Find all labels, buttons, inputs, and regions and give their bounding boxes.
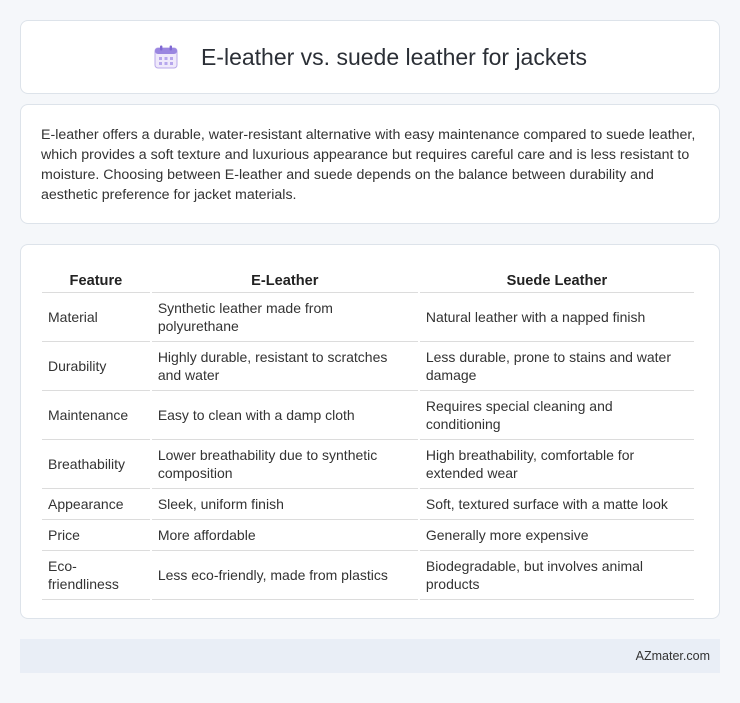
footer-site-link[interactable]: AZmater.com bbox=[635, 649, 710, 663]
table-row bbox=[42, 520, 694, 551]
table-row bbox=[42, 293, 694, 342]
table-header-row bbox=[42, 265, 694, 293]
row-feature: Eco-friendliness bbox=[42, 551, 150, 600]
row-e-leather: Lower breathability due to synthetic composition bbox=[152, 440, 418, 489]
row-feature: Maintenance bbox=[42, 391, 150, 440]
row-e-leather: Sleek, uniform finish bbox=[152, 489, 418, 520]
row-e-leather: Less eco-friendly, made from plastics bbox=[152, 551, 418, 600]
intro-card bbox=[20, 104, 720, 224]
title-card bbox=[20, 20, 720, 94]
row-feature: Appearance bbox=[42, 489, 150, 520]
page-title: E-leather vs. suede leather for jackets bbox=[200, 43, 588, 70]
row-suede: Less durable, prone to stains and water damage bbox=[420, 342, 694, 391]
row-suede: Soft, textured surface with a matte look bbox=[420, 489, 694, 520]
intro-text: E-leather offers a durable, water-resistant alternative with easy maintenance compared to suede leather, which provides a soft texture and luxurious appearance but requires careful care and is less resistant to moisture. Choosing between E-leather and suede depends on the balance between durability and aesthetic preference for jacket materials. bbox=[41, 127, 696, 203]
table-row bbox=[42, 551, 694, 600]
row-e-leather: Easy to clean with a damp cloth bbox=[152, 391, 418, 440]
row-suede: High breathability, comfortable for extended wear bbox=[420, 440, 694, 489]
header-e-leather: E-Leather bbox=[152, 265, 418, 293]
calendar-icon bbox=[153, 44, 179, 70]
row-feature: Breathability bbox=[42, 440, 150, 489]
table-row bbox=[42, 489, 694, 520]
header-suede-leather: Suede Leather bbox=[420, 265, 694, 293]
row-e-leather: Highly durable, resistant to scratches and water bbox=[152, 342, 418, 391]
row-feature: Price bbox=[42, 520, 150, 551]
row-feature: Material bbox=[42, 293, 150, 342]
row-suede: Natural leather with a napped finish bbox=[420, 293, 694, 342]
row-suede: Biodegradable, but involves animal products bbox=[420, 551, 694, 600]
table-row bbox=[42, 342, 694, 391]
comparison-table bbox=[40, 265, 696, 600]
header-feature: Feature bbox=[42, 265, 150, 293]
row-suede: Requires special cleaning and conditioning bbox=[420, 391, 694, 440]
row-feature: Durability bbox=[42, 342, 150, 391]
comparison-card bbox=[20, 244, 720, 619]
row-suede: Generally more expensive bbox=[420, 520, 694, 551]
footer bbox=[20, 639, 720, 673]
table-row bbox=[42, 391, 694, 440]
row-e-leather: Synthetic leather made from polyurethane bbox=[152, 293, 418, 342]
row-e-leather: More affordable bbox=[152, 520, 418, 551]
table-row bbox=[42, 440, 694, 489]
